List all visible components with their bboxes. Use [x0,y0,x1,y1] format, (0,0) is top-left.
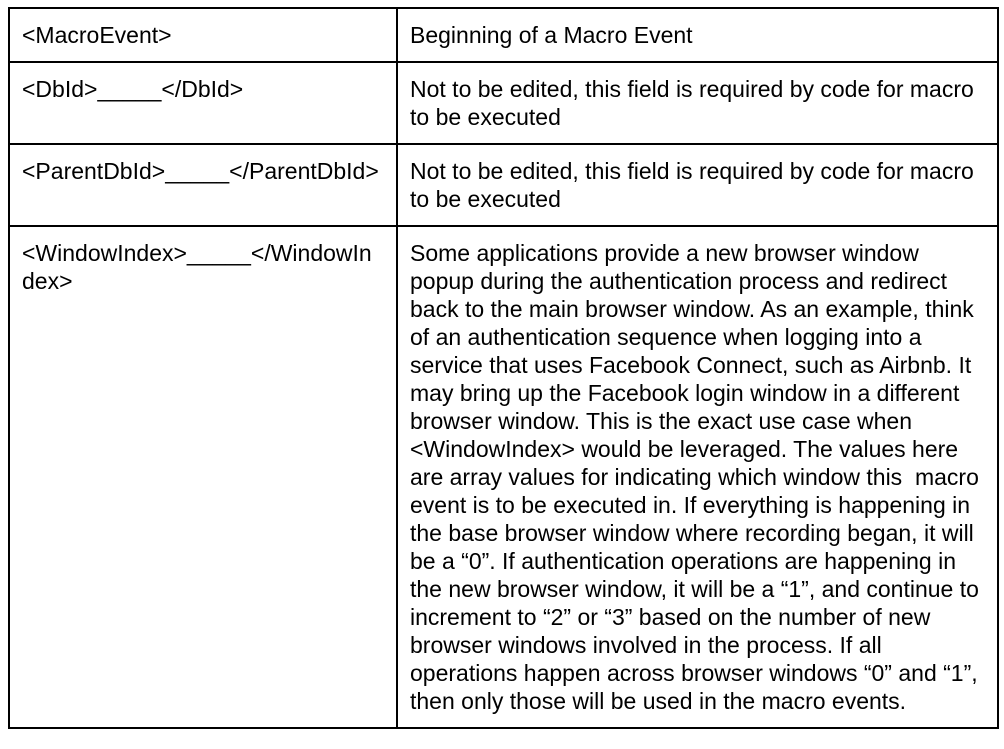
description-cell-dbid: Not to be edited, this field is required by code for macro to be executed [397,62,998,144]
tag-cell-dbid: <DbId>_____</DbId> [9,62,397,144]
tag-cell-windowindex: <WindowIndex>_____</WindowIndex> [9,226,397,728]
table-row [9,226,998,728]
table-row [9,62,998,144]
description-cell-parentdbid: Not to be edited, this field is required by code for macro to be executed [397,144,998,226]
description-cell-windowindex: Some applications provide a new browser window popup during the authentication process and redirect back to the main browser window. As an example, think of an authentication sequence when logging into a service that uses Facebook Connect, such as Airbnb. It may bring up the Facebook login window in a different browser window. This is the exact use case when <WindowIndex> would be leveraged. The values here are array values for indicating which window this macro event is to be executed in. If everything is happening in the base browser window where recording began, it will be a “0”. If authentication operations are happening in the new browser window, it will be a “1”, and continue to increment to “2” or “3” based on the number of new browser windows involved in the process. If all operations happen across browser windows “0” and “1”, then only those will be used in the macro events. [397,226,998,728]
tag-cell-macroevent: <MacroEvent> [9,8,397,62]
macro-event-reference-table [8,7,999,729]
table-row [9,8,998,62]
tag-cell-parentdbid: <ParentDbId>_____</ParentDbId> [9,144,397,226]
table-row [9,144,998,226]
description-cell-macroevent: Beginning of a Macro Event [397,8,998,62]
